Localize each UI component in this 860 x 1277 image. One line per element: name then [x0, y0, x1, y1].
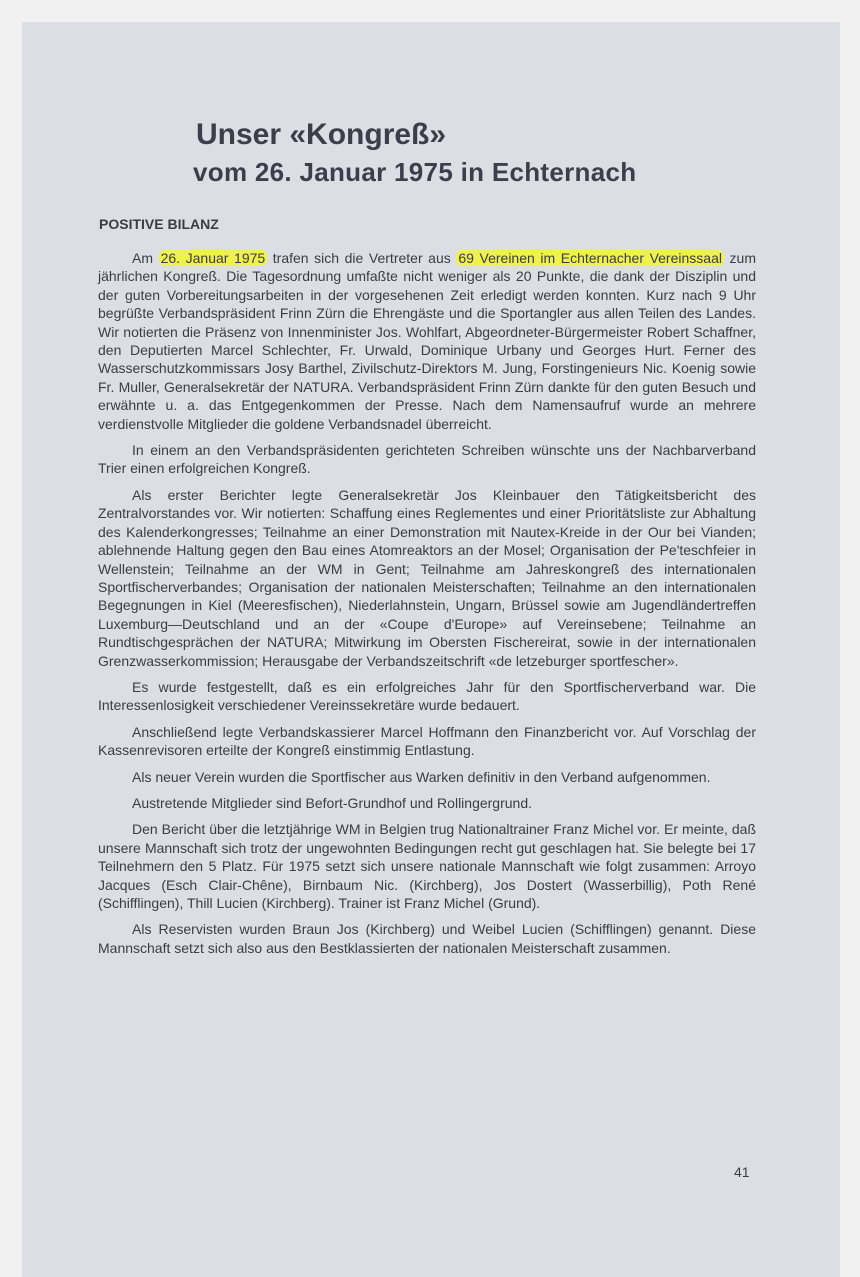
paragraph-5: Anschließend legte Verbandskassierer Marcel Hoffmann den Finanzbericht vor. Auf Vorschlag der Kassenrevisoren erteilte der Kongreß einstimmig Entlastung.: [98, 723, 756, 759]
page-title: Unser «Kongreß»: [196, 118, 447, 151]
text-run: Am: [132, 250, 159, 266]
paragraph-1: [98, 249, 756, 433]
text-run: trafen sich die Vertreter aus: [267, 250, 457, 266]
section-heading: POSITIVE BILANZ: [99, 216, 219, 232]
highlighted-venue: 69 Vereinen im Echternacher Vereinssaal: [458, 250, 722, 266]
paragraph-3: Als erster Berichter legte Generalsekretär Jos Kleinbauer den Tätigkeitsbericht des Zentralvorstandes vor. Wir notierten: Schaffung eines Reglementes und einer Prioritätsliste zur Abhaltung des Kalenderkongresses; Teilnahme an einer Demonstration mit Nautex-Kreide in der Our bei Vianden; ablehnende Haltung gegen den Bau eines Atomreaktors an der Mosel; Organisation der Pe'teschfeier in Wellenstein; Teilnahme an der WM in Gent; Teilnahme am Jahreskongreß des internationalen Sportfischerverbandes; Organisation der nationalen Meisterschaften; Teilnahme an den internationalen Begegnungen in Kiel (Meeresfischen), Niederlahnstein, Ungarn, Brüssel sowie am Jugendländertreffen Luxemburg—Deutschland und an der «Coupe d'Europe» auf Vereinsebene; Teilnahme an Rundtischgesprächen der NATURA; Mitwirkung im Obersten Fischereirat, sowie in der internationalen Grenzwasserkommission; Herausgabe der Verbandszeitschrift «de letzeburger sportfescher».: [98, 486, 756, 669]
paragraph-6: Als neuer Verein wurden die Sportfischer aus Warken definitiv in den Verband aufgenommen.: [132, 768, 711, 785]
paragraph-7: Austretende Mitglieder sind Befort-Grundhof und Rollingergrund.: [132, 794, 533, 811]
page-subtitle: vom 26. Januar 1975 in Echternach: [193, 157, 637, 187]
paragraph-8: Den Bericht über die letztjährige WM in Belgien trug Nationaltrainer Franz Michel vor. Er meinte, daß unsere Mannschaft sich trotz der ungewohnten Bedingungen recht gut geschlagen hat. Sie belegte bei 17 Teilnehmern den 5 Platz. Für 1975 setzt sich unsere nationale Mannschaft wie folgt zusammen: Arroyo Jacques (Esch Clair-Chêne), Birnbaum Nic. (Kirchberg), Jos Dostert (Wasserbillig), Poth René (Schifflingen), Thill Lucien (Kirchberg). Trainer ist Franz Michel (Grund).: [98, 821, 756, 911]
paragraph-9: Als Reservisten wurden Braun Jos (Kirchberg) und Weibel Lucien (Schifflingen) genannt. Diese Mannschaft setzt sich also aus den Bestklassierten der nationalen Meisterschaft zusammen.: [98, 921, 756, 956]
text-run: zum jährlichen Kongreß. Die Tagesordnung umfaßte nicht weniger als 20 Punkte, die dank der Disziplin und der guten Vorbereitungsarbeiten in der vorgesehenen Zeit erledigt werden konnten. Kurz nach 9 Uhr begrüßte Verbandspräsident Frinn Zürn die Ehrengäste und die Sportangler aus allen Teilen des Landes. Wir notierten die Präsenz von Innenminister Jos. Wohlfart, Abgeordneter-Bürgermeister Robert Schaffner, den Deputierten Marcel Schlechter, Fr. Urwald, Dominique Urbany und Georges Hurt. Ferner des Wasserschutzkommissars Josy Barthel, Zivilschutz-Direktors M. Jung, Forstingenieurs Nic. Koenig sowie Fr. Muller, Generalsekretär der NATURA. Verbandspräsident Frinn Zürn dankte für den guten Besuch und erwähnte u. a. das Entgegenkommen der Presse. Nach dem Namensaufruf wurde an mehrere verdienstvolle Mitglieder die goldene Verbandsnadel überreicht.: [98, 250, 757, 432]
paragraph-2: In einem an den Verbandspräsidenten gerichteten Schreiben wünschte uns der Nachbarverband Trier einen erfolgreichen Kongreß.: [98, 442, 756, 477]
highlighted-date: 26. Januar 1975: [160, 250, 266, 266]
page-number: 41: [734, 1164, 750, 1180]
article-body: [98, 249, 756, 965]
paragraph-4: Es wurde festgestellt, daß es ein erfolgreiches Jahr für den Sportfischerverband war. Die Interessenlosigkeit verschiedener Vereinssekretäre wurde bedauert.: [98, 678, 756, 714]
